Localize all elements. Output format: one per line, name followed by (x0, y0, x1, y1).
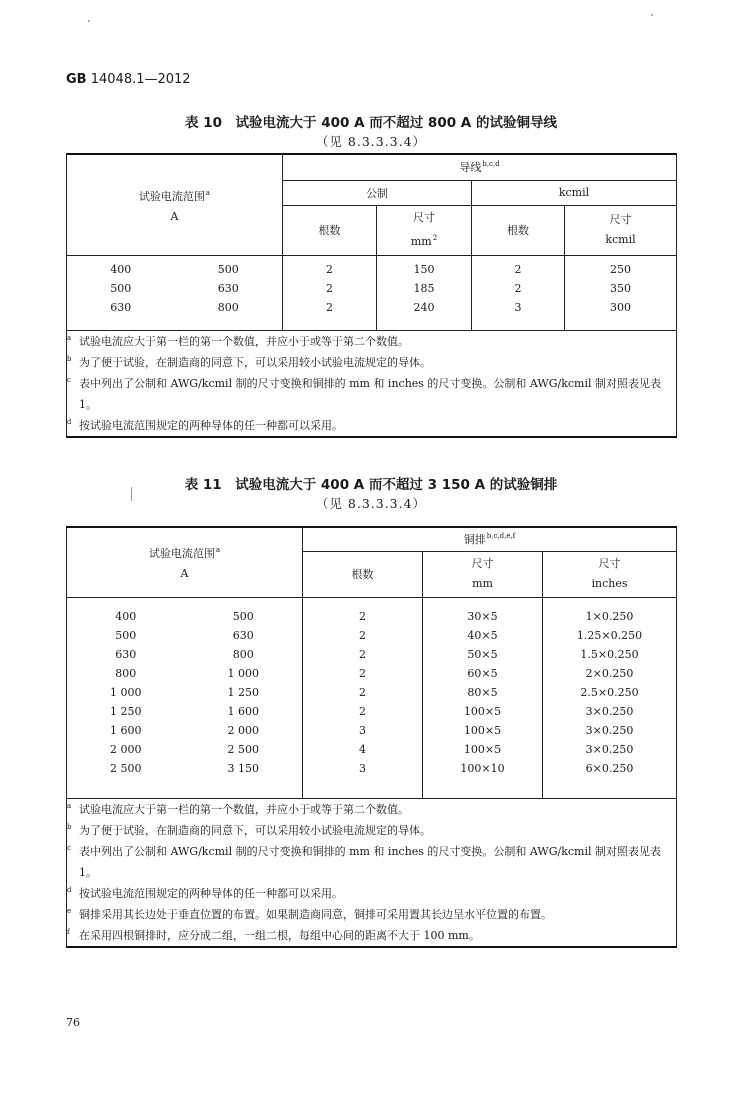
table-cell: 1 000 (67, 683, 185, 702)
table-cell: 40×5 (423, 626, 543, 645)
table-cell: 2 (283, 260, 377, 279)
table-cell-spacer (185, 597, 303, 607)
footnote-mark: a (67, 333, 72, 342)
footnote (67, 820, 676, 841)
table-cell: 2 500 (67, 759, 185, 778)
table-cell: 2 000 (185, 721, 303, 740)
table-cell: 630 (185, 626, 303, 645)
footnote-text: 试验电流应大于第一栏的第一个数值，并应小于或等于第二个数值。 (79, 802, 409, 816)
footnote (67, 925, 676, 946)
table-cell: 2 000 (67, 740, 185, 759)
table-cell: 500 (67, 279, 175, 298)
table-cell: 3 150 (185, 759, 303, 778)
footnote (67, 883, 676, 904)
table-cell-spacer (565, 317, 677, 330)
table-row (67, 683, 677, 702)
table-row (67, 260, 677, 279)
table-cell: 2 (472, 279, 565, 298)
table-cell: 500 (175, 260, 283, 279)
table11-size-mm-header: 尺寸 mm (423, 551, 543, 597)
table-cell: 1 600 (185, 702, 303, 721)
table-cell: 800 (67, 664, 185, 683)
table10-size-mm2-header: 尺寸 $mm^2$ (377, 205, 472, 255)
table11-notes (67, 798, 677, 947)
standard-header (66, 72, 191, 87)
table-cell: 240 (377, 298, 472, 317)
table-cell: 2 500 (185, 740, 303, 759)
footnote-mark: f (67, 927, 70, 936)
footnote (67, 841, 676, 883)
table-cell: 4 (303, 740, 423, 759)
table-cell: 1 600 (67, 721, 185, 740)
table-cell-spacer (175, 317, 283, 330)
table-cell: 250 (565, 260, 677, 279)
table-cell: 60×5 (423, 664, 543, 683)
table-cell: 3×0.250 (543, 740, 677, 759)
table-cell: 400 (67, 607, 185, 626)
footnote-text: 铜排采用其长边处于垂直位置的布置。如果制造商同意，铜排可采用置其长边呈水平位置的布置。 (79, 907, 552, 921)
table-row-spacer (67, 597, 677, 607)
table11-range-header: 试验电流范围$^a$ A (67, 527, 303, 597)
table-cell: 400 (67, 260, 175, 279)
table11-group-header: 铜排$^{b,c,d,e,f}$ (303, 527, 677, 551)
table-cell: 50×5 (423, 645, 543, 664)
table10-range-header: 试验电流范围$^a$ A (67, 154, 283, 255)
footnote-text: 表中列出了公制和 AWG/kcmil 制的尺寸变换和铜排的 mm 和 inches 的尺寸变换。公制和 AWG/kcmil 制对照表见表 1。 (79, 376, 662, 411)
table-cell: 2 (303, 683, 423, 702)
table-row (67, 298, 677, 317)
footnote-mark: b (67, 354, 72, 363)
table-cell: 630 (175, 279, 283, 298)
table-cell: 1×0.250 (543, 607, 677, 626)
table-row (67, 626, 677, 645)
table-cell-spacer (543, 597, 677, 607)
footnote-text: 按试验电流范围规定的两种导体的任一种都可以采用。 (79, 418, 343, 432)
table-cell: 3 (303, 759, 423, 778)
table-cell: 300 (565, 298, 677, 317)
footnote (67, 415, 676, 436)
table-cell-spacer (303, 778, 423, 798)
footnote (67, 799, 676, 820)
footnote (67, 373, 676, 415)
standard-number: 14048.1—2012 (90, 72, 191, 87)
table10-reference: （见 8.3.3.3.4） (315, 134, 427, 149)
table-row (67, 740, 677, 759)
table-row (67, 279, 677, 298)
table-cell-spacer (283, 317, 377, 330)
scan-speck (88, 20, 90, 22)
footnote-text: 按试验电流范围规定的两种导体的任一种都可以采用。 (79, 886, 343, 900)
table-cell: 630 (67, 298, 175, 317)
table-cell: 2 (283, 279, 377, 298)
table-cell: 800 (175, 298, 283, 317)
footnote-text: 为了便于试验，在制造商的同意下，可以采用较小试验电流规定的导体。 (79, 823, 431, 837)
table-cell: 6×0.250 (543, 759, 677, 778)
table10-count-metric-header: 根数 (283, 205, 377, 255)
table-row (67, 721, 677, 740)
table-cell: 3×0.250 (543, 702, 677, 721)
table-cell-spacer (543, 778, 677, 798)
table-cell-spacer (303, 597, 423, 607)
table-cell: 2 (303, 626, 423, 645)
table-cell: 1.25×0.250 (543, 626, 677, 645)
table-cell: 500 (185, 607, 303, 626)
page-number: 76 (66, 1016, 80, 1029)
table10-count-kcmil-header: 根数 (472, 205, 565, 255)
table-cell: 350 (565, 279, 677, 298)
standard-code: GB (66, 72, 87, 87)
table-cell: 100×5 (423, 740, 543, 759)
table-cell-spacer (67, 317, 175, 330)
table-cell-spacer (423, 778, 543, 798)
footnote-mark: c (67, 375, 71, 384)
table-cell: 100×5 (423, 721, 543, 740)
table-cell: 100×10 (423, 759, 543, 778)
table-cell: 800 (185, 645, 303, 664)
table-cell: 100×5 (423, 702, 543, 721)
table-cell: 2 (303, 607, 423, 626)
table11 (66, 526, 677, 948)
table-cell: 1.5×0.250 (543, 645, 677, 664)
table10-title: 表 10 试验电流大于 400 A 而不超过 800 A 的试验铜导线 (185, 115, 557, 131)
table-cell: 3×0.250 (543, 721, 677, 740)
table-row (67, 759, 677, 778)
table11-size-inches-header: 尺寸 inches (543, 551, 677, 597)
footnote-mark: a (67, 801, 72, 810)
footnote-mark: c (67, 843, 71, 852)
table-row (67, 645, 677, 664)
footnote-text: 试验电流应大于第一栏的第一个数值，并应小于或等于第二个数值。 (79, 334, 409, 348)
table10-notes (67, 330, 677, 437)
table-cell: 3 (472, 298, 565, 317)
table-cell-spacer (67, 597, 185, 607)
table-cell-spacer (377, 317, 472, 330)
footnote-text: 为了便于试验，在制造商的同意下，可以采用较小试验电流规定的导体。 (79, 355, 431, 369)
footnote-mark: d (67, 885, 72, 894)
footnote (67, 352, 676, 373)
footnote-mark: d (67, 417, 72, 426)
footnote-text: 在采用四根铜排时，应分成二组，一组二根，每组中心间的距离不大于 100 mm。 (79, 928, 480, 942)
table10-size-kcmil-header: 尺寸 kcmil (565, 205, 677, 255)
footnote (67, 904, 676, 925)
table11-title: 表 11 试验电流大于 400 A 而不超过 3 150 A 的试验铜排 (184, 477, 558, 493)
table-cell-spacer (423, 597, 543, 607)
table-cell: 185 (377, 279, 472, 298)
table-cell: 150 (377, 260, 472, 279)
table-cell: 2 (472, 260, 565, 279)
table-cell: 2.5×0.250 (543, 683, 677, 702)
table-row (67, 664, 677, 683)
table-cell: 1 250 (185, 683, 303, 702)
table-cell: 2 (303, 664, 423, 683)
scan-speck (131, 487, 132, 501)
table-cell: 30×5 (423, 607, 543, 626)
table-cell: 1 250 (67, 702, 185, 721)
table10-group-header: 导线$^{b,c,d}$ (283, 154, 677, 180)
table10 (66, 153, 677, 438)
footnote-mark: b (67, 822, 72, 831)
table-cell: 80×5 (423, 683, 543, 702)
footnote-text: 表中列出了公制和 AWG/kcmil 制的尺寸变换和铜排的 mm 和 inches 的尺寸变换。公制和 AWG/kcmil 制对照表见表 1。 (79, 844, 662, 879)
table-cell: 1 000 (185, 664, 303, 683)
footnote (67, 331, 676, 352)
table-row-spacer (67, 778, 677, 798)
table-cell: 2 (283, 298, 377, 317)
table10-metric-header: 公制 (283, 180, 472, 205)
table-cell: 2×0.250 (543, 664, 677, 683)
scan-speck (651, 14, 653, 16)
footnote-mark: e (67, 906, 72, 915)
table-cell-spacer (185, 778, 303, 798)
table-cell: 500 (67, 626, 185, 645)
table-cell: 3 (303, 721, 423, 740)
table-cell-spacer (67, 778, 185, 798)
table-cell: 2 (303, 702, 423, 721)
table-row (67, 702, 677, 721)
table11-count-header: 根数 (303, 551, 423, 597)
table-cell: 2 (303, 645, 423, 664)
table-row-spacer (67, 317, 677, 330)
table11-reference: （见 8.3.3.3.4） (315, 496, 427, 511)
table10-kcmil-header: kcmil (472, 180, 677, 205)
table-cell-spacer (472, 317, 565, 330)
table-row (67, 607, 677, 626)
table-cell: 630 (67, 645, 185, 664)
